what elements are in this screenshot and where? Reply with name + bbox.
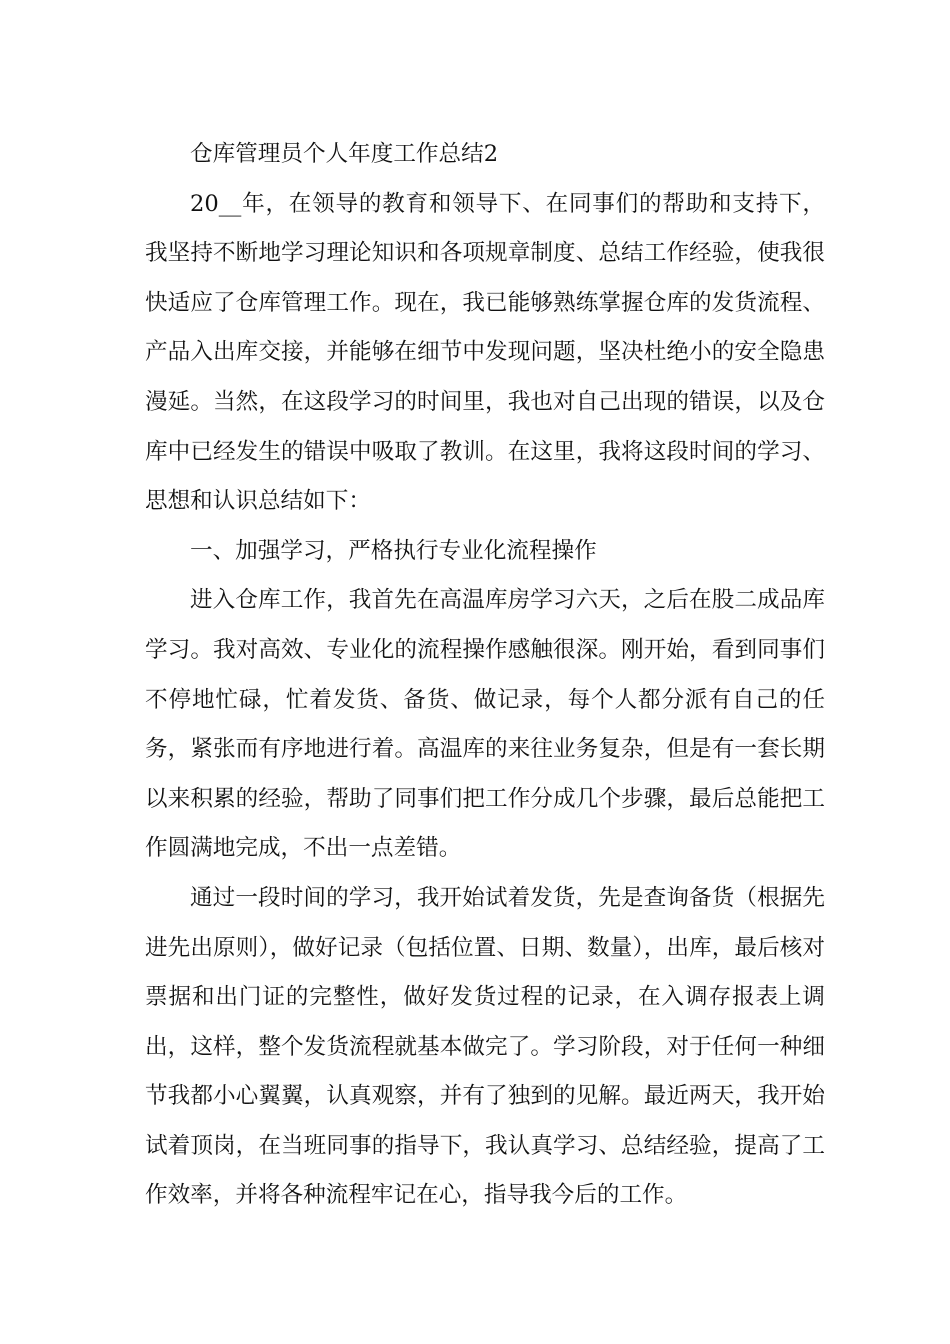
document-title: 仓库管理员个人年度工作总结2 [190,141,499,167]
body-paragraph: 通过一段时间的学习，我开始试着发货，先是查询备货（根据先进先出原则），做好记录（包括位置、日期、数量），出库，最后核对票据和出门证的完整性，做好发货过程的记录，在入调存报表上调出，这样，整个发货流程就基本做完了。学习阶段，对于任何一种细节我都小心翼翼，认真观察，并有了独到的见解。最近两天，我开始试着顶岗，在当班同事的指导下，我认真学习、总结经验，提高了工作效率，并将各种流程牢记在心，指导我今后的工作。 [145,884,825,1209]
body-paragraph: 进入仓库工作，我首先在高温库房学习六天，之后在股二成品库学习。我对高效、专业化的流程操作感触很深。刚开始，看到同事们不停地忙碌，忙着发货、备货、做记录，每个人都分派有自己的任务，紧张而有序地进行着。高温库的来往业务复杂，但是有一套长期以来积累的经验，帮助了同事们把工作分成几个步骤，最后总能把工作圆满地完成，不出一点差错。 [145,587,825,862]
section-heading: 一、加强学习，严格执行专业化流程操作 [190,537,597,564]
document-page [145,130,825,1221]
intro-paragraph: 20__年，在领导的教育和领导下、在同事们的帮助和支持下，我坚持不断地学习理论知识和各项规章制度、总结工作经验，使我很快适应了仓库管理工作。现在，我已能够熟练掌握仓库的发货流程、产品入出库交接，并能够在细节中发现问题，坚决杜绝小的安全隐患漫延。当然，在这段学习的时间里，我也对自己出现的错误，以及仓库中已经发生的错误中吸取了教训。在这里，我将这段时间的学习、思想和认识总结如下： [145,190,825,515]
